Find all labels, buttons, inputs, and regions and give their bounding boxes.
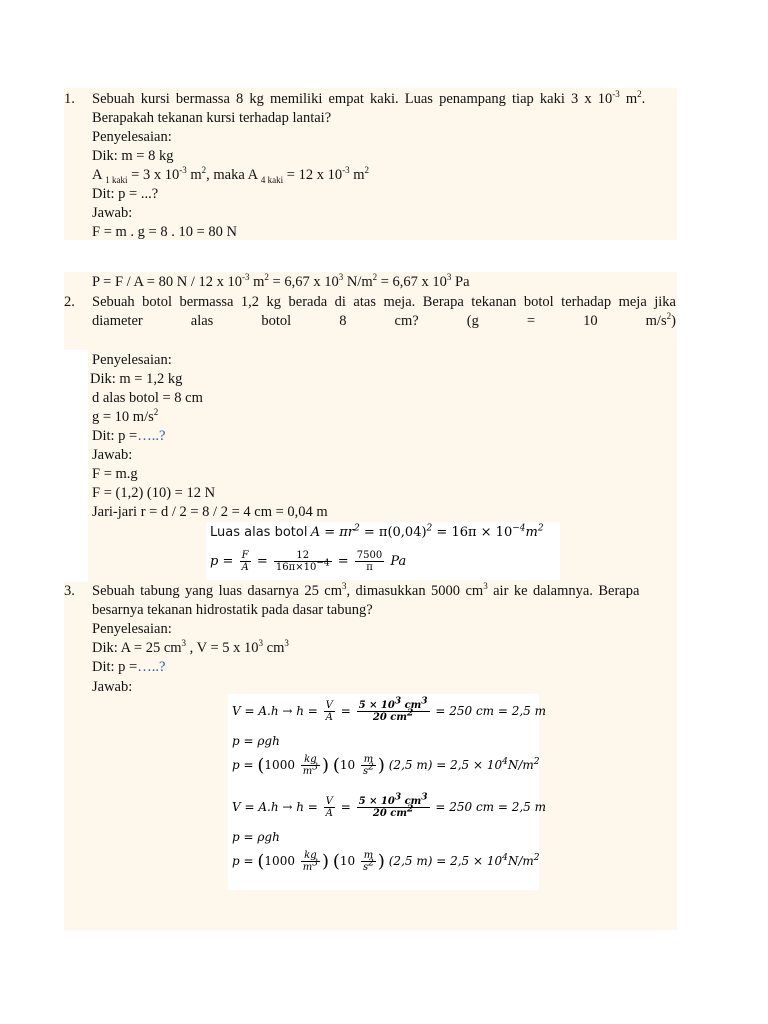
height-equation: V = A.h → h = $\frac{V}{A}$ = $\frac{5 \times 10^3 cm^3}{20 cm^2}$ = 250 cm = 2,5 m [232, 696, 547, 723]
problem-1-question-line-1: Sebuah kursi bermassa 8 kg memiliki empat kaki. Luas penampang tiap kaki 3 x $10^{-3}$ $m^2$. [92, 89, 646, 107]
problem-number: 3. [64, 583, 75, 599]
solution-label: Penyelesaian: [92, 352, 172, 368]
height-equation-repeat: V = A.h → h = $\frac{V}{A}$ = $\frac{5 \times 10^3 cm^3}{20 cm^2}$ = 250 cm = 2,5 m [232, 792, 547, 819]
area-equation: Luas alas botol $A = \pi r^2 = \pi(0,04)^2 = 16\pi \times 10^{-4}m^2$ [210, 523, 544, 540]
force-calc: F = m . g = 8 . 10 = 80 N [92, 224, 237, 240]
equation-image-hydrostatic [228, 694, 547, 890]
force-calc: F = (1,2) (10) = 12 N [92, 485, 216, 501]
answer-label: Jawab: [92, 679, 133, 695]
asked: Dit: p = ...? [92, 186, 159, 202]
answer-label: Jawab: [92, 447, 133, 463]
given-diameter: d alas botol = 8 cm [92, 390, 203, 406]
force-formula: F = m.g [92, 466, 138, 482]
pressure-calc: P = F / A = 80 N / 12 x $10^{-3}$ $m^2 = 6,67$ x $10^3$ $N/m^2 = 6,67$ x $10^3$ Pa [92, 272, 470, 290]
hydrostatic-calc-repeat: p = (1000 $\frac{kg}{m^3}$ ) (10 $\frac{m}{s^2}$ ) (2,5 $m) = 2,5 \times 10^4N/m^2$ [232, 850, 540, 873]
problem-3-question-line-2: besarnya tekanan hidrostatik pada dasar tabung? [92, 602, 373, 618]
problem-number: 2. [64, 294, 75, 310]
pressure-equation: p = $\frac{F}{A}$ = $\frac{12}{16\pi\times 10^{-4}}$ = $\frac{7500}{\pi}$ Pa [210, 550, 407, 573]
given-values: Dik: A = 25 $cm^3$ , V = 5 x $10^3$ $cm^3$ [92, 638, 289, 656]
hydrostatic-formula: p = ρgh [232, 734, 280, 748]
problem-2-question-line-1: Sebuah botol bermassa 1,2 kg berada di atas meja. Berapa tekanan botol terhadap meja jika [92, 294, 676, 310]
hydrostatic-formula-repeat: p = ρgh [232, 830, 280, 844]
given-area: A $_{1 kaki}$ = 3 x $10^{-3}$ $m^2$, maka A $_{4 kaki}$ = 12 x $10^{-3}$ $m^2$ [92, 165, 370, 185]
problem-2-question-line-2: diameter alas botol 8 cm? (g = 10 $m/s^2$) [92, 311, 676, 329]
hydrostatic-calc: p = (1000 $\frac{kg}{m^3}$ ) (10 $\frac{m}{s^2}$ ) (2,5 $m) = 2,5 \times 10^4N/m^2$ [232, 754, 540, 777]
problem-number: 1. [64, 91, 75, 107]
equation-image-area [206, 522, 560, 580]
problem-1-question-line-2: Berapakah tekanan kursi terhadap lantai? [92, 110, 332, 126]
given-gravity: g = 10 $m/s^2$ [92, 407, 159, 425]
solution-label: Penyelesaian: [92, 621, 172, 637]
radius-calc: Jari-jari r = d / 2 = 8 / 2 = 4 cm = 0,04 m [92, 504, 328, 520]
answer-label: Jawab: [92, 205, 133, 221]
problem-3-question-line-1: Sebuah tabung yang luas dasarnya 25 $cm^3$, dimasukkan 5000 $cm^3$ air ke dalamnya. Berapa [92, 581, 640, 599]
given-mass: Dik: m = 8 kg [92, 148, 174, 164]
solution-label: Penyelesaian: [92, 129, 172, 145]
asked: Dit: p =…..? [92, 659, 166, 675]
given-mass: Dik: m = 1,2 kg [90, 371, 183, 387]
asked: Dit: p =…..? [92, 428, 166, 444]
